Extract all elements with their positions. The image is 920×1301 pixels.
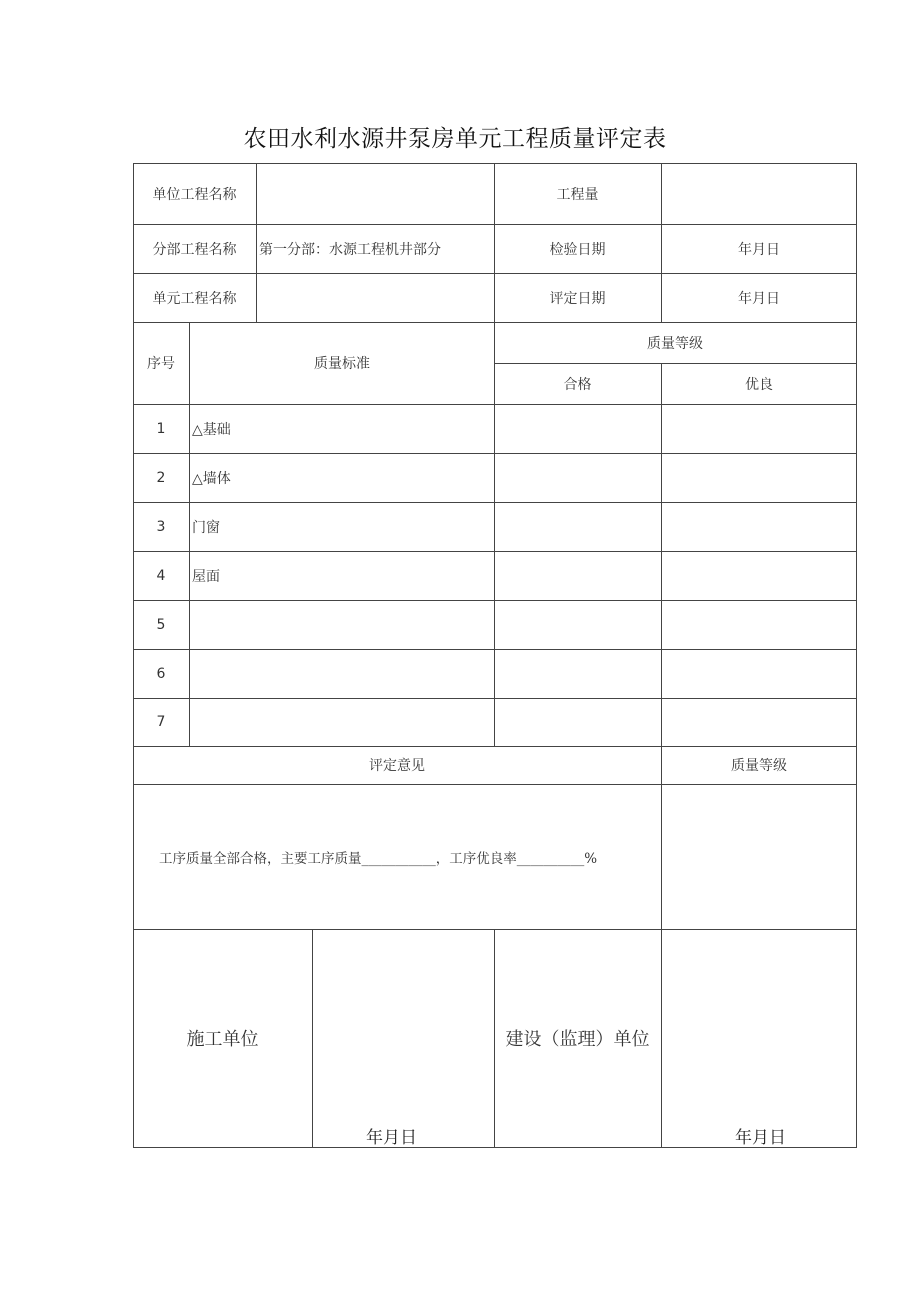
- row-item: 门窗: [192, 519, 220, 536]
- unit-project-label: 单位工程名称: [152, 186, 237, 203]
- division-label: 分部工程名称: [152, 241, 237, 258]
- row-seq: 6: [156, 665, 166, 682]
- row-item: [190, 698, 492, 746]
- row-item: △墙体: [192, 470, 231, 487]
- row-seq: 7: [156, 714, 166, 730]
- row-item: [190, 600, 492, 649]
- row-item: [190, 649, 492, 698]
- quantity-value[interactable]: [662, 163, 856, 224]
- supervision-unit-label: 建设（监理）单位: [505, 1029, 650, 1050]
- division-value[interactable]: 第一分部：水源工程机井部分: [259, 241, 441, 258]
- page-title: 农田水利水源井泵房单元工程质量评定表: [243, 126, 667, 152]
- inspect-date-value[interactable]: 年月日: [738, 241, 780, 258]
- grade-header: 质量等级: [647, 335, 703, 352]
- standard-header: 质量标准: [314, 356, 370, 372]
- element-label: 单元工程名称: [152, 290, 237, 307]
- quantity-label: 工程量: [556, 186, 599, 203]
- column-divider: [661, 929, 662, 1148]
- excellent-header: 优良: [745, 376, 773, 393]
- column-divider: [312, 929, 313, 1148]
- element-value[interactable]: [257, 273, 494, 322]
- eval-date-label: 评定日期: [549, 290, 606, 307]
- row-seq: 5: [156, 616, 166, 633]
- construction-date: 年月日: [366, 1128, 417, 1148]
- construction-unit-label: 施工单位: [186, 1029, 259, 1050]
- row-item: 屋面: [192, 568, 220, 585]
- supervision-date: 年月日: [735, 1128, 786, 1148]
- row-seq: 1: [156, 420, 166, 437]
- unit-project-value[interactable]: [257, 163, 494, 224]
- table-border-right: [856, 163, 857, 1148]
- inspect-date-label: 检验日期: [549, 241, 606, 258]
- eval-grade-header: 质量等级: [731, 758, 787, 774]
- pass-header: 合格: [563, 376, 592, 393]
- eval-date-value[interactable]: 年月日: [738, 290, 780, 307]
- seq-header: 序号: [147, 356, 175, 372]
- opinion-text: 工序质量全部合格，主要工序质量___________，工序优良率__________%: [159, 850, 598, 867]
- row-seq: 3: [156, 518, 166, 535]
- quality-evaluation-table: [133, 163, 857, 1148]
- row-seq: 2: [156, 469, 166, 486]
- opinion-header: 评定意见: [369, 758, 425, 774]
- row-item: △基础: [192, 421, 231, 438]
- row-seq: 4: [156, 567, 166, 584]
- column-divider: [661, 363, 662, 746]
